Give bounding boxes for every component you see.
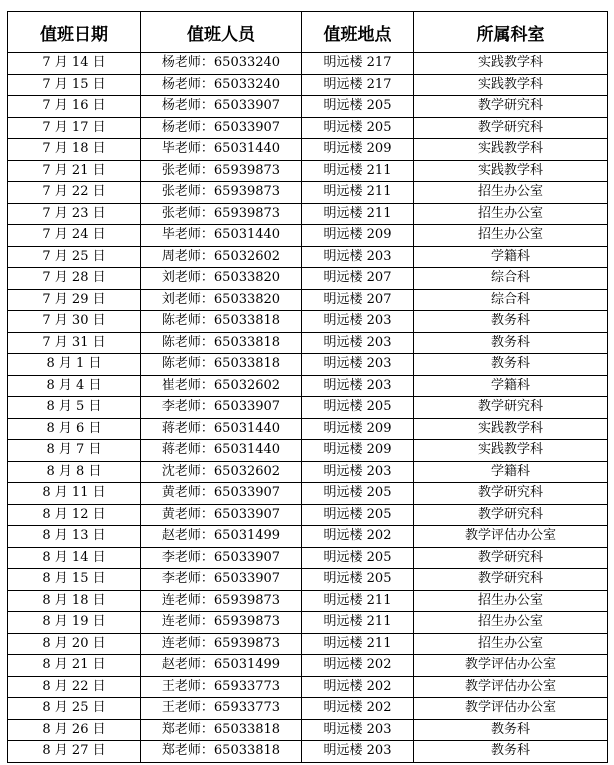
cell-department: 教学研究科 bbox=[414, 483, 608, 505]
table-row bbox=[8, 676, 608, 698]
cell-duty-person: 陈老师：65033818 bbox=[141, 311, 302, 333]
table-row bbox=[8, 741, 608, 763]
cell-department: 教学研究科 bbox=[414, 117, 608, 139]
cell-duty-person: 黄老师：65033907 bbox=[141, 504, 302, 526]
cell-duty-date: 8 月 5 日 bbox=[8, 397, 141, 419]
cell-duty-location: 明远楼 217 bbox=[302, 53, 414, 75]
cell-duty-location: 明远楼 203 bbox=[302, 246, 414, 268]
cell-department: 教学评估办公室 bbox=[414, 526, 608, 548]
cell-department: 教学研究科 bbox=[414, 504, 608, 526]
cell-duty-person: 杨老师：65033907 bbox=[141, 117, 302, 139]
cell-duty-date: 8 月 6 日 bbox=[8, 418, 141, 440]
cell-duty-person: 王老师：65933773 bbox=[141, 676, 302, 698]
cell-duty-location: 明远楼 205 bbox=[302, 569, 414, 591]
cell-duty-location: 明远楼 205 bbox=[302, 96, 414, 118]
cell-duty-location: 明远楼 203 bbox=[302, 332, 414, 354]
cell-department: 招生办公室 bbox=[414, 203, 608, 225]
table-row bbox=[8, 719, 608, 741]
cell-duty-location: 明远楼 205 bbox=[302, 397, 414, 419]
cell-duty-person: 连老师：65939873 bbox=[141, 612, 302, 634]
cell-duty-location: 明远楼 203 bbox=[302, 461, 414, 483]
table-row bbox=[8, 53, 608, 75]
table-row bbox=[8, 160, 608, 182]
cell-department: 教务科 bbox=[414, 332, 608, 354]
cell-duty-person: 毕老师：65031440 bbox=[141, 139, 302, 161]
header-department: 所属科室 bbox=[414, 12, 608, 53]
cell-duty-date: 8 月 12 日 bbox=[8, 504, 141, 526]
cell-department: 教学评估办公室 bbox=[414, 698, 608, 720]
cell-duty-location: 明远楼 211 bbox=[302, 203, 414, 225]
cell-department: 实践教学科 bbox=[414, 74, 608, 96]
table-row bbox=[8, 311, 608, 333]
cell-duty-location: 明远楼 205 bbox=[302, 504, 414, 526]
cell-duty-location: 明远楼 203 bbox=[302, 741, 414, 763]
cell-duty-person: 连老师：65939873 bbox=[141, 590, 302, 612]
cell-duty-person: 刘老师：65033820 bbox=[141, 268, 302, 290]
cell-duty-date: 7 月 22 日 bbox=[8, 182, 141, 204]
table-row bbox=[8, 268, 608, 290]
cell-duty-location: 明远楼 207 bbox=[302, 268, 414, 290]
cell-department: 教学研究科 bbox=[414, 547, 608, 569]
cell-duty-date: 7 月 21 日 bbox=[8, 160, 141, 182]
cell-department: 教务科 bbox=[414, 354, 608, 376]
table-row bbox=[8, 96, 608, 118]
table-row bbox=[8, 569, 608, 591]
table-row bbox=[8, 698, 608, 720]
cell-department: 学籍科 bbox=[414, 461, 608, 483]
cell-duty-date: 7 月 23 日 bbox=[8, 203, 141, 225]
cell-duty-location: 明远楼 202 bbox=[302, 698, 414, 720]
table-row bbox=[8, 375, 608, 397]
cell-duty-location: 明远楼 205 bbox=[302, 483, 414, 505]
table-row bbox=[8, 74, 608, 96]
cell-duty-date: 8 月 7 日 bbox=[8, 440, 141, 462]
cell-duty-date: 7 月 16 日 bbox=[8, 96, 141, 118]
cell-duty-person: 杨老师：65033907 bbox=[141, 96, 302, 118]
cell-duty-date: 8 月 19 日 bbox=[8, 612, 141, 634]
cell-duty-location: 明远楼 205 bbox=[302, 117, 414, 139]
cell-duty-location: 明远楼 209 bbox=[302, 418, 414, 440]
cell-duty-location: 明远楼 209 bbox=[302, 440, 414, 462]
header-duty-date: 值班日期 bbox=[8, 12, 141, 53]
table-row bbox=[8, 633, 608, 655]
cell-department: 教务科 bbox=[414, 719, 608, 741]
cell-duty-person: 李老师：65033907 bbox=[141, 547, 302, 569]
cell-duty-date: 8 月 25 日 bbox=[8, 698, 141, 720]
duty-schedule-table bbox=[7, 11, 608, 763]
cell-duty-person: 赵老师：65031499 bbox=[141, 655, 302, 677]
table-row bbox=[8, 182, 608, 204]
cell-duty-location: 明远楼 203 bbox=[302, 311, 414, 333]
table-row bbox=[8, 418, 608, 440]
table-row bbox=[8, 461, 608, 483]
cell-duty-date: 8 月 27 日 bbox=[8, 741, 141, 763]
cell-duty-date: 7 月 24 日 bbox=[8, 225, 141, 247]
cell-duty-person: 李老师：65033907 bbox=[141, 569, 302, 591]
cell-duty-person: 崔老师：65032602 bbox=[141, 375, 302, 397]
cell-duty-person: 周老师：65032602 bbox=[141, 246, 302, 268]
cell-duty-date: 7 月 29 日 bbox=[8, 289, 141, 311]
table-row bbox=[8, 590, 608, 612]
table-row bbox=[8, 246, 608, 268]
cell-duty-person: 郑老师：65033818 bbox=[141, 741, 302, 763]
table-row bbox=[8, 526, 608, 548]
table-row bbox=[8, 203, 608, 225]
table-row bbox=[8, 547, 608, 569]
cell-duty-person: 蒋老师：65031440 bbox=[141, 440, 302, 462]
cell-duty-date: 8 月 11 日 bbox=[8, 483, 141, 505]
cell-duty-location: 明远楼 203 bbox=[302, 719, 414, 741]
table-row bbox=[8, 655, 608, 677]
cell-duty-location: 明远楼 209 bbox=[302, 225, 414, 247]
cell-duty-location: 明远楼 203 bbox=[302, 354, 414, 376]
cell-department: 实践教学科 bbox=[414, 53, 608, 75]
table-row bbox=[8, 354, 608, 376]
table-row bbox=[8, 483, 608, 505]
cell-department: 教务科 bbox=[414, 311, 608, 333]
cell-duty-location: 明远楼 202 bbox=[302, 655, 414, 677]
cell-department: 招生办公室 bbox=[414, 633, 608, 655]
cell-duty-date: 8 月 8 日 bbox=[8, 461, 141, 483]
cell-duty-person: 杨老师：65033240 bbox=[141, 74, 302, 96]
cell-duty-person: 陈老师：65033818 bbox=[141, 354, 302, 376]
cell-duty-date: 8 月 1 日 bbox=[8, 354, 141, 376]
cell-duty-person: 张老师：65939873 bbox=[141, 203, 302, 225]
cell-department: 教学评估办公室 bbox=[414, 676, 608, 698]
cell-department: 招生办公室 bbox=[414, 612, 608, 634]
cell-duty-person: 杨老师：65033240 bbox=[141, 53, 302, 75]
cell-duty-location: 明远楼 211 bbox=[302, 612, 414, 634]
cell-duty-person: 赵老师：65031499 bbox=[141, 526, 302, 548]
cell-duty-date: 7 月 25 日 bbox=[8, 246, 141, 268]
cell-department: 综合科 bbox=[414, 268, 608, 290]
cell-duty-person: 张老师：65939873 bbox=[141, 160, 302, 182]
cell-duty-date: 7 月 28 日 bbox=[8, 268, 141, 290]
cell-department: 实践教学科 bbox=[414, 160, 608, 182]
cell-duty-date: 7 月 18 日 bbox=[8, 139, 141, 161]
table-row bbox=[8, 612, 608, 634]
table-row bbox=[8, 117, 608, 139]
cell-department: 学籍科 bbox=[414, 246, 608, 268]
cell-duty-location: 明远楼 211 bbox=[302, 590, 414, 612]
table-row bbox=[8, 504, 608, 526]
cell-department: 教务科 bbox=[414, 741, 608, 763]
cell-duty-location: 明远楼 209 bbox=[302, 139, 414, 161]
cell-duty-location: 明远楼 207 bbox=[302, 289, 414, 311]
cell-duty-date: 8 月 4 日 bbox=[8, 375, 141, 397]
cell-duty-date: 8 月 20 日 bbox=[8, 633, 141, 655]
cell-duty-location: 明远楼 211 bbox=[302, 182, 414, 204]
cell-duty-date: 8 月 22 日 bbox=[8, 676, 141, 698]
table-row bbox=[8, 332, 608, 354]
cell-duty-date: 8 月 14 日 bbox=[8, 547, 141, 569]
cell-duty-date: 7 月 14 日 bbox=[8, 53, 141, 75]
cell-duty-person: 黄老师：65033907 bbox=[141, 483, 302, 505]
cell-department: 实践教学科 bbox=[414, 139, 608, 161]
cell-department: 实践教学科 bbox=[414, 440, 608, 462]
cell-duty-person: 张老师：65939873 bbox=[141, 182, 302, 204]
cell-department: 综合科 bbox=[414, 289, 608, 311]
table-row bbox=[8, 139, 608, 161]
cell-department: 招生办公室 bbox=[414, 225, 608, 247]
table-body bbox=[8, 53, 608, 763]
cell-department: 招生办公室 bbox=[414, 182, 608, 204]
table-row bbox=[8, 225, 608, 247]
cell-department: 教学研究科 bbox=[414, 569, 608, 591]
cell-department: 招生办公室 bbox=[414, 590, 608, 612]
cell-duty-date: 7 月 15 日 bbox=[8, 74, 141, 96]
cell-department: 教学研究科 bbox=[414, 397, 608, 419]
cell-department: 学籍科 bbox=[414, 375, 608, 397]
cell-duty-date: 8 月 26 日 bbox=[8, 719, 141, 741]
cell-department: 教学研究科 bbox=[414, 96, 608, 118]
cell-duty-date: 7 月 30 日 bbox=[8, 311, 141, 333]
cell-duty-date: 7 月 17 日 bbox=[8, 117, 141, 139]
table-row bbox=[8, 289, 608, 311]
cell-duty-location: 明远楼 217 bbox=[302, 74, 414, 96]
cell-duty-date: 8 月 13 日 bbox=[8, 526, 141, 548]
table-row bbox=[8, 440, 608, 462]
cell-duty-person: 蒋老师：65031440 bbox=[141, 418, 302, 440]
cell-duty-date: 7 月 31 日 bbox=[8, 332, 141, 354]
cell-duty-location: 明远楼 202 bbox=[302, 676, 414, 698]
header-duty-location: 值班地点 bbox=[302, 12, 414, 53]
cell-duty-location: 明远楼 202 bbox=[302, 526, 414, 548]
cell-department: 实践教学科 bbox=[414, 418, 608, 440]
cell-duty-person: 毕老师：65031440 bbox=[141, 225, 302, 247]
cell-duty-person: 郑老师：65033818 bbox=[141, 719, 302, 741]
cell-duty-person: 连老师：65939873 bbox=[141, 633, 302, 655]
cell-duty-person: 刘老师：65033820 bbox=[141, 289, 302, 311]
cell-duty-location: 明远楼 205 bbox=[302, 547, 414, 569]
cell-duty-location: 明远楼 211 bbox=[302, 160, 414, 182]
table-row bbox=[8, 397, 608, 419]
cell-duty-location: 明远楼 203 bbox=[302, 375, 414, 397]
cell-duty-location: 明远楼 211 bbox=[302, 633, 414, 655]
cell-duty-person: 李老师：65033907 bbox=[141, 397, 302, 419]
table-header-row bbox=[8, 12, 608, 53]
cell-duty-date: 8 月 15 日 bbox=[8, 569, 141, 591]
header-duty-person: 值班人员 bbox=[141, 12, 302, 53]
cell-duty-date: 8 月 21 日 bbox=[8, 655, 141, 677]
cell-duty-date: 8 月 18 日 bbox=[8, 590, 141, 612]
cell-department: 教学评估办公室 bbox=[414, 655, 608, 677]
cell-duty-person: 王老师：65933773 bbox=[141, 698, 302, 720]
cell-duty-person: 沈老师：65032602 bbox=[141, 461, 302, 483]
cell-duty-person: 陈老师：65033818 bbox=[141, 332, 302, 354]
